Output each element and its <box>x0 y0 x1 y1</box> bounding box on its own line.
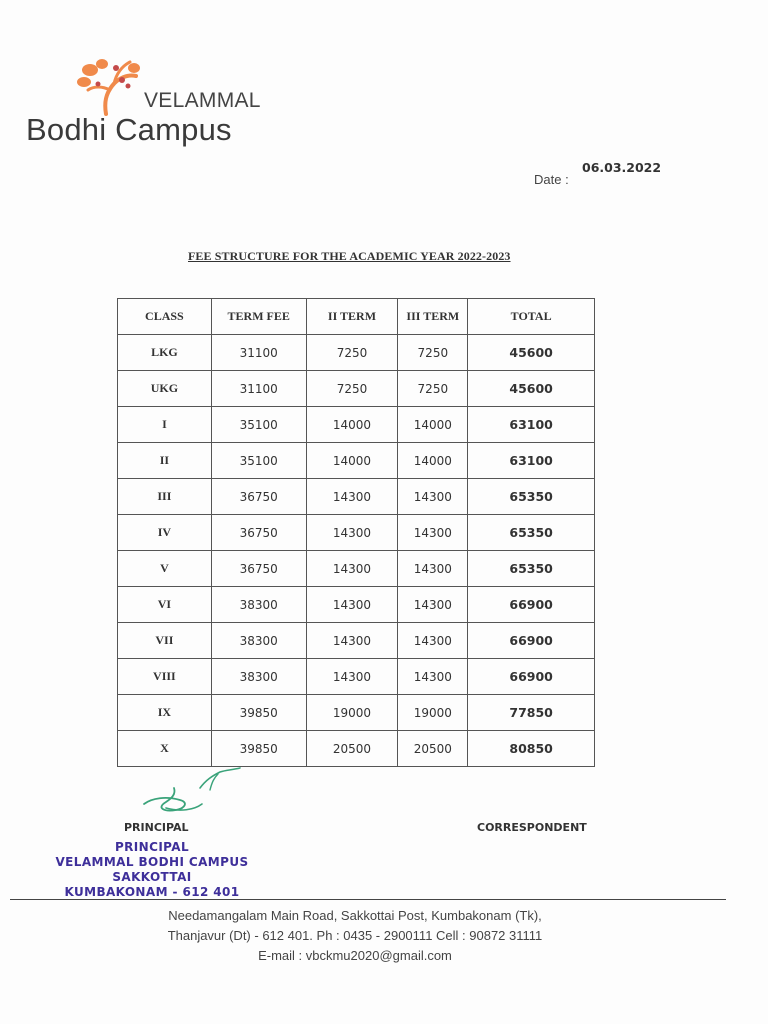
third-term-cell: 14300 <box>398 479 468 515</box>
table-row <box>118 731 595 767</box>
table-row <box>118 515 595 551</box>
third-term-cell: 19000 <box>398 695 468 731</box>
term-fee-cell: 36750 <box>211 479 306 515</box>
third-term-cell: 7250 <box>398 335 468 371</box>
principal-stamp <box>52 840 252 900</box>
column-header-term-fee: TERM FEE <box>211 299 306 335</box>
footer-email-line: E-mail : vbckmu2020@gmail.com <box>258 948 452 963</box>
footer-address <box>0 906 710 966</box>
footer-contact-line: Thanjavur (Dt) - 612 401. Ph : 0435 - 2900111 Cell : 90872 31111 <box>167 928 543 943</box>
total-cell: 66900 <box>468 659 595 695</box>
total-cell: 65350 <box>468 479 595 515</box>
table-row <box>118 371 595 407</box>
third-term-cell: 14000 <box>398 443 468 479</box>
footer-address-line: Needamangalam Main Road, Sakkottai Post, Kumbakonam (Tk), <box>168 908 542 923</box>
date-value: 06.03.2022 <box>582 160 662 175</box>
stamp-line-principal: PRINCIPAL <box>114 840 190 854</box>
class-cell: III <box>118 479 212 515</box>
third-term-cell: 14300 <box>398 623 468 659</box>
column-header-total: TOTAL <box>468 299 595 335</box>
table-row <box>118 479 595 515</box>
second-term-cell: 14300 <box>306 623 398 659</box>
class-cell: IV <box>118 515 212 551</box>
total-cell: 66900 <box>468 587 595 623</box>
second-term-cell: 19000 <box>306 695 398 731</box>
second-term-cell: 7250 <box>306 335 398 371</box>
second-term-cell: 14300 <box>306 551 398 587</box>
fee-structure-table <box>117 298 595 767</box>
stamp-line-campus: VELAMMAL BODHI CAMPUS <box>55 855 249 869</box>
tree-logo-icon <box>76 56 146 116</box>
stamp-line-sakkottai: SAKKOTTAI <box>112 870 192 884</box>
third-term-cell: 14300 <box>398 659 468 695</box>
third-term-cell: 14300 <box>398 551 468 587</box>
principal-label: PRINCIPAL <box>124 821 189 834</box>
class-cell: VI <box>118 587 212 623</box>
third-term-cell: 14300 <box>398 587 468 623</box>
table-row <box>118 695 595 731</box>
signature-icon <box>136 764 246 820</box>
date-label: Date : <box>534 172 569 187</box>
document-title: FEE STRUCTURE FOR THE ACADEMIC YEAR 2022-2023 <box>188 249 511 263</box>
correspondent-label: CORRESPONDENT <box>477 821 587 834</box>
class-cell: I <box>118 407 212 443</box>
column-header-second-term: II TERM <box>306 299 398 335</box>
logo-text-bodhi-campus: Bodhi Campus <box>26 112 232 147</box>
table-row <box>118 551 595 587</box>
column-header-class: CLASS <box>118 299 212 335</box>
table-row <box>118 587 595 623</box>
second-term-cell: 14000 <box>306 443 398 479</box>
class-cell: UKG <box>118 371 212 407</box>
class-cell: VII <box>118 623 212 659</box>
term-fee-cell: 39850 <box>211 731 306 767</box>
class-cell: VIII <box>118 659 212 695</box>
term-fee-cell: 38300 <box>211 623 306 659</box>
second-term-cell: 7250 <box>306 371 398 407</box>
table-row <box>118 623 595 659</box>
total-cell: 45600 <box>468 371 595 407</box>
term-fee-cell: 39850 <box>211 695 306 731</box>
total-cell: 77850 <box>468 695 595 731</box>
term-fee-cell: 35100 <box>211 407 306 443</box>
second-term-cell: 14300 <box>306 659 398 695</box>
second-term-cell: 14300 <box>306 479 398 515</box>
term-fee-cell: 31100 <box>211 371 306 407</box>
logo-text-velammal: VELAMMAL <box>144 89 261 112</box>
table-row <box>118 335 595 371</box>
table-row <box>118 659 595 695</box>
total-cell: 65350 <box>468 515 595 551</box>
third-term-cell: 14000 <box>398 407 468 443</box>
second-term-cell: 14000 <box>306 407 398 443</box>
second-term-cell: 14300 <box>306 587 398 623</box>
second-term-cell: 20500 <box>306 731 398 767</box>
term-fee-cell: 36750 <box>211 551 306 587</box>
term-fee-cell: 35100 <box>211 443 306 479</box>
stamp-line-kumbakonam: KUMBAKONAM - 612 401 <box>64 885 240 899</box>
column-header-third-term: III TERM <box>398 299 468 335</box>
footer-divider <box>10 899 726 900</box>
total-cell: 80850 <box>468 731 595 767</box>
third-term-cell: 7250 <box>398 371 468 407</box>
total-cell: 66900 <box>468 623 595 659</box>
class-cell: LKG <box>118 335 212 371</box>
term-fee-cell: 31100 <box>211 335 306 371</box>
total-cell: 45600 <box>468 335 595 371</box>
term-fee-cell: 38300 <box>211 659 306 695</box>
class-cell: IX <box>118 695 212 731</box>
table-row <box>118 407 595 443</box>
school-logo <box>26 56 286 156</box>
class-cell: II <box>118 443 212 479</box>
term-fee-cell: 38300 <box>211 587 306 623</box>
total-cell: 63100 <box>468 407 595 443</box>
class-cell: V <box>118 551 212 587</box>
table-row <box>118 443 595 479</box>
total-cell: 63100 <box>468 443 595 479</box>
table-header-row <box>118 299 595 335</box>
third-term-cell: 14300 <box>398 515 468 551</box>
total-cell: 65350 <box>468 551 595 587</box>
second-term-cell: 14300 <box>306 515 398 551</box>
class-cell: X <box>118 731 212 767</box>
third-term-cell: 20500 <box>398 731 468 767</box>
term-fee-cell: 36750 <box>211 515 306 551</box>
